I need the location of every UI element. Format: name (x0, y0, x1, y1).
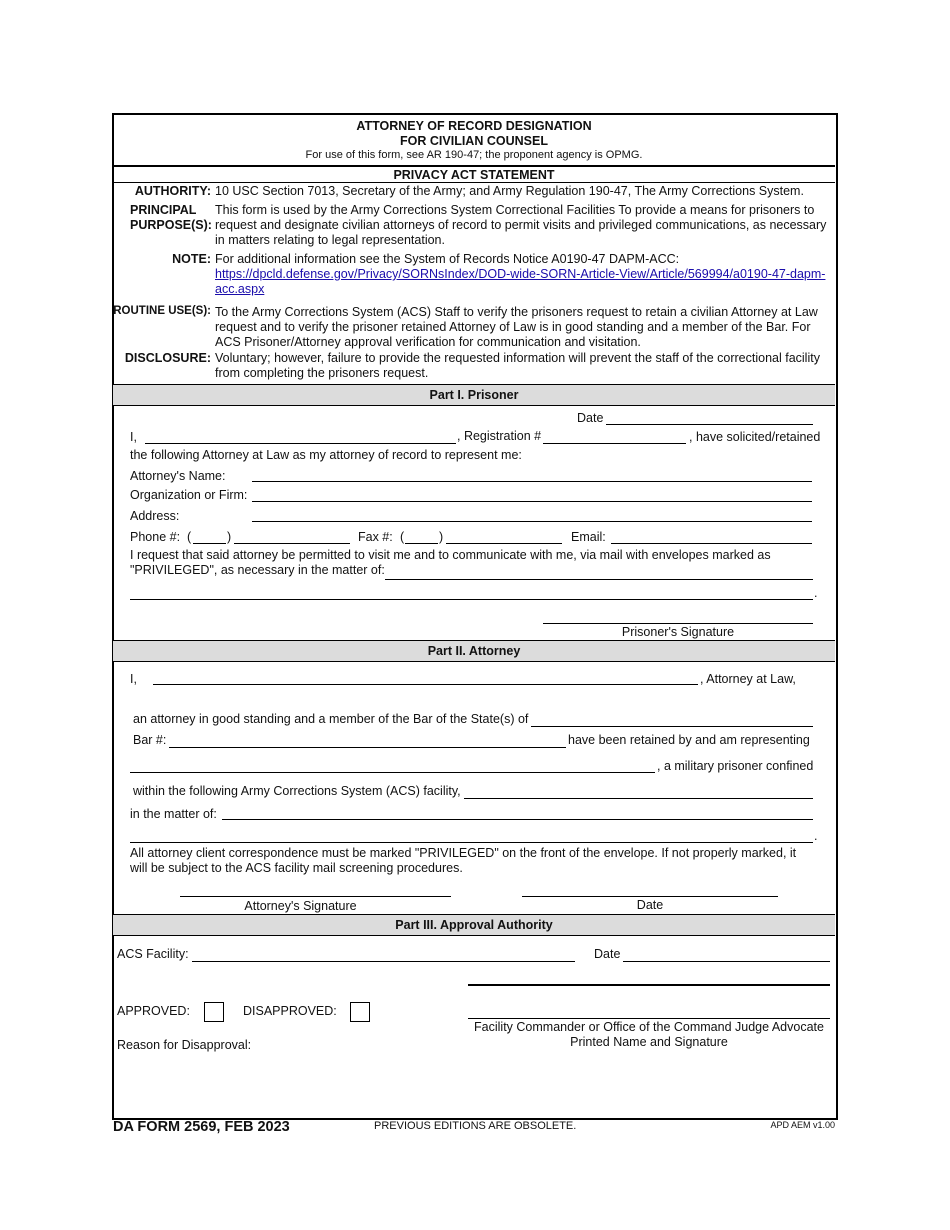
attorney-signature-label: Attorney's Signature (244, 899, 357, 913)
attorney-matter-field-continued[interactable] (130, 842, 813, 843)
purpose-label-line2: PURPOSE(S): (130, 218, 212, 232)
solicited-label: , have solicited/retained (689, 430, 821, 444)
registration-field[interactable] (543, 443, 686, 444)
attorney-name-label: Attorney's Name: (130, 469, 226, 483)
represented-prisoner-field[interactable] (130, 772, 655, 773)
routine-use-text: To the Army Corrections System (ACS) Staff to verify the prisoners request to retain a civilian Attorney at Law request and to verify the prisoner retained Attorney of Law is in good standing and a member of the Bar. For ACS Prisoner/Attorney approval verification for communication and visitation. (215, 305, 818, 349)
attorney-signature-field[interactable] (180, 896, 451, 897)
phone-label: Phone #: (130, 530, 181, 544)
note-label: NOTE: (172, 252, 211, 266)
request-text-line1: I request that said attorney be permitted to visit me and to communicate with me, via mail with envelopes marked as (130, 548, 771, 562)
bar-number-field[interactable] (169, 747, 566, 748)
attorney-i-label: I, (130, 672, 137, 686)
commander-label-line2: Printed Name and Signature (570, 1035, 728, 1049)
divider (113, 182, 835, 183)
phone-area-open-paren: ( (187, 530, 192, 544)
acs-facility-label: ACS Facility: (117, 947, 189, 961)
part1-heading: Part I. Prisoner (113, 385, 835, 405)
correspondence-text: All attorney client correspondence must be marked "PRIVILEGED" on the front of the envelope. If not properly marked, it will be subject to the ACS facility mail screening procedures. (130, 846, 797, 875)
disclosure-label: DISCLOSURE: (124, 351, 211, 365)
form-title-line1: ATTORNEY OF RECORD DESIGNATION (356, 119, 592, 133)
form-title-line2: FOR CIVILIAN COUNSEL (400, 134, 548, 148)
bar-number-label: Bar #: (133, 733, 167, 747)
address-label: Address: (130, 509, 180, 523)
approved-checkbox[interactable] (204, 1002, 224, 1022)
divider (113, 405, 835, 406)
prisoner-matter-field[interactable] (385, 579, 813, 580)
military-prisoner-text: , a military prisoner confined (657, 759, 814, 773)
bar-states-field[interactable] (531, 726, 813, 727)
attorney-full-name-field[interactable] (153, 684, 698, 685)
organization-field[interactable] (252, 501, 812, 502)
prisoner-date-label: Date (577, 411, 604, 425)
reason-disapproval-label: Reason for Disapproval: (117, 1038, 252, 1052)
note-text: For additional information see the System of Records Notice A0190-47 DAPM-ACC: (215, 252, 680, 266)
approval-date-label: Date (594, 947, 621, 961)
commander-signature-field[interactable] (468, 1018, 830, 1019)
sorn-link[interactable]: https://dpcld.defense.gov/Privacy/SORNsIndex/DOD-wide-SORN-Article-View/Article/569994/a0190-47-dapm-acc.aspx (215, 267, 826, 296)
attorney-matter-period: . (814, 829, 818, 843)
divider (468, 984, 830, 986)
phone-area-field[interactable] (193, 543, 226, 544)
prisoner-signature-label: Prisoner's Signature (621, 625, 735, 639)
following-text: the following Attorney at Law as my attorney of record to represent me: (130, 448, 522, 462)
request-text-line2: "PRIVILEGED", as necessary in the matter of: (130, 563, 385, 577)
prisoner-date-field[interactable] (606, 424, 813, 425)
part3-heading: Part III. Approval Authority (113, 915, 835, 935)
fax-area-field[interactable] (405, 543, 438, 544)
version-label: APD AEM v1.00 (770, 1120, 835, 1130)
fax-label: Fax #: (358, 530, 393, 544)
divider (113, 661, 835, 662)
disapproved-checkbox[interactable] (350, 1002, 370, 1022)
part2-heading: Part II. Attorney (113, 641, 835, 661)
approval-date-field[interactable] (623, 961, 830, 962)
attorney-date-field[interactable] (522, 896, 778, 897)
prisoner-name-field[interactable] (145, 443, 456, 444)
fax-area-close-paren: ) (439, 530, 444, 544)
attorney-matter-field[interactable] (222, 819, 813, 820)
acs-facility-field[interactable] (192, 961, 575, 962)
privacy-act-heading: PRIVACY ACT STATEMENT (393, 168, 555, 182)
address-field[interactable] (252, 521, 812, 522)
commander-label-line1: Facility Commander or Office of the Command Judge Advocate (474, 1020, 824, 1034)
retained-text: have been retained by and am representing (568, 733, 810, 747)
registration-label: , Registration # (457, 429, 542, 443)
attorney-at-law-label: , Attorney at Law, (700, 672, 796, 686)
authority-text: 10 USC Section 7013, Secretary of the Army; and Army Regulation 190-47, The Army Corrections System. (215, 184, 804, 198)
prisoner-matter-period: . (814, 586, 818, 600)
disapproved-label: DISAPPROVED: (243, 1004, 337, 1018)
prisoner-signature-field[interactable] (543, 623, 813, 624)
good-standing-text: an attorney in good standing and a member of the Bar of the State(s) of (133, 712, 529, 726)
email-field[interactable] (611, 543, 812, 544)
email-label: Email: (571, 530, 606, 544)
purpose-text: This form is used by the Army Corrections System Correctional Facilities To provide a means for prisoners to request and designate civilian attorneys of record to permit visits and privileged communications, as necessary in matters relating to legal representation. (215, 203, 827, 247)
disclosure-text: Voluntary; however, failure to provide the requested information will prevent the staff of the correctional facility from completing the prisoners request. (215, 351, 820, 380)
attorney-date-label: Date (636, 898, 664, 912)
attorney-matter-label: in the matter of: (130, 807, 217, 821)
organization-label: Organization or Firm: (130, 488, 248, 502)
prisoner-i-label: I, (130, 430, 137, 444)
form-use-note: For use of this form, see AR 190-47; the proponent agency is OPMG. (305, 149, 643, 161)
prisoner-matter-field-continued[interactable] (130, 599, 813, 600)
fax-number-field[interactable] (446, 543, 562, 544)
authority-label: AUTHORITY: (134, 184, 211, 198)
phone-number-field[interactable] (234, 543, 350, 544)
purpose-label-line1: PRINCIPAL (130, 203, 197, 217)
phone-area-close-paren: ) (227, 530, 232, 544)
fax-area-open-paren: ( (400, 530, 405, 544)
approved-label: APPROVED: (117, 1004, 190, 1018)
facility-text: within the following Army Corrections System (ACS) facility, (133, 784, 461, 798)
divider (113, 165, 835, 167)
routine-use-label: ROUTINE USE(S): (113, 305, 211, 317)
obsolete-notice: PREVIOUS EDITIONS ARE OBSOLETE. (374, 1120, 577, 1132)
attorney-facility-field[interactable] (464, 798, 813, 799)
form-id: DA FORM 2569, FEB 2023 (113, 1119, 290, 1135)
attorney-name-field[interactable] (252, 481, 812, 482)
divider (113, 935, 835, 936)
